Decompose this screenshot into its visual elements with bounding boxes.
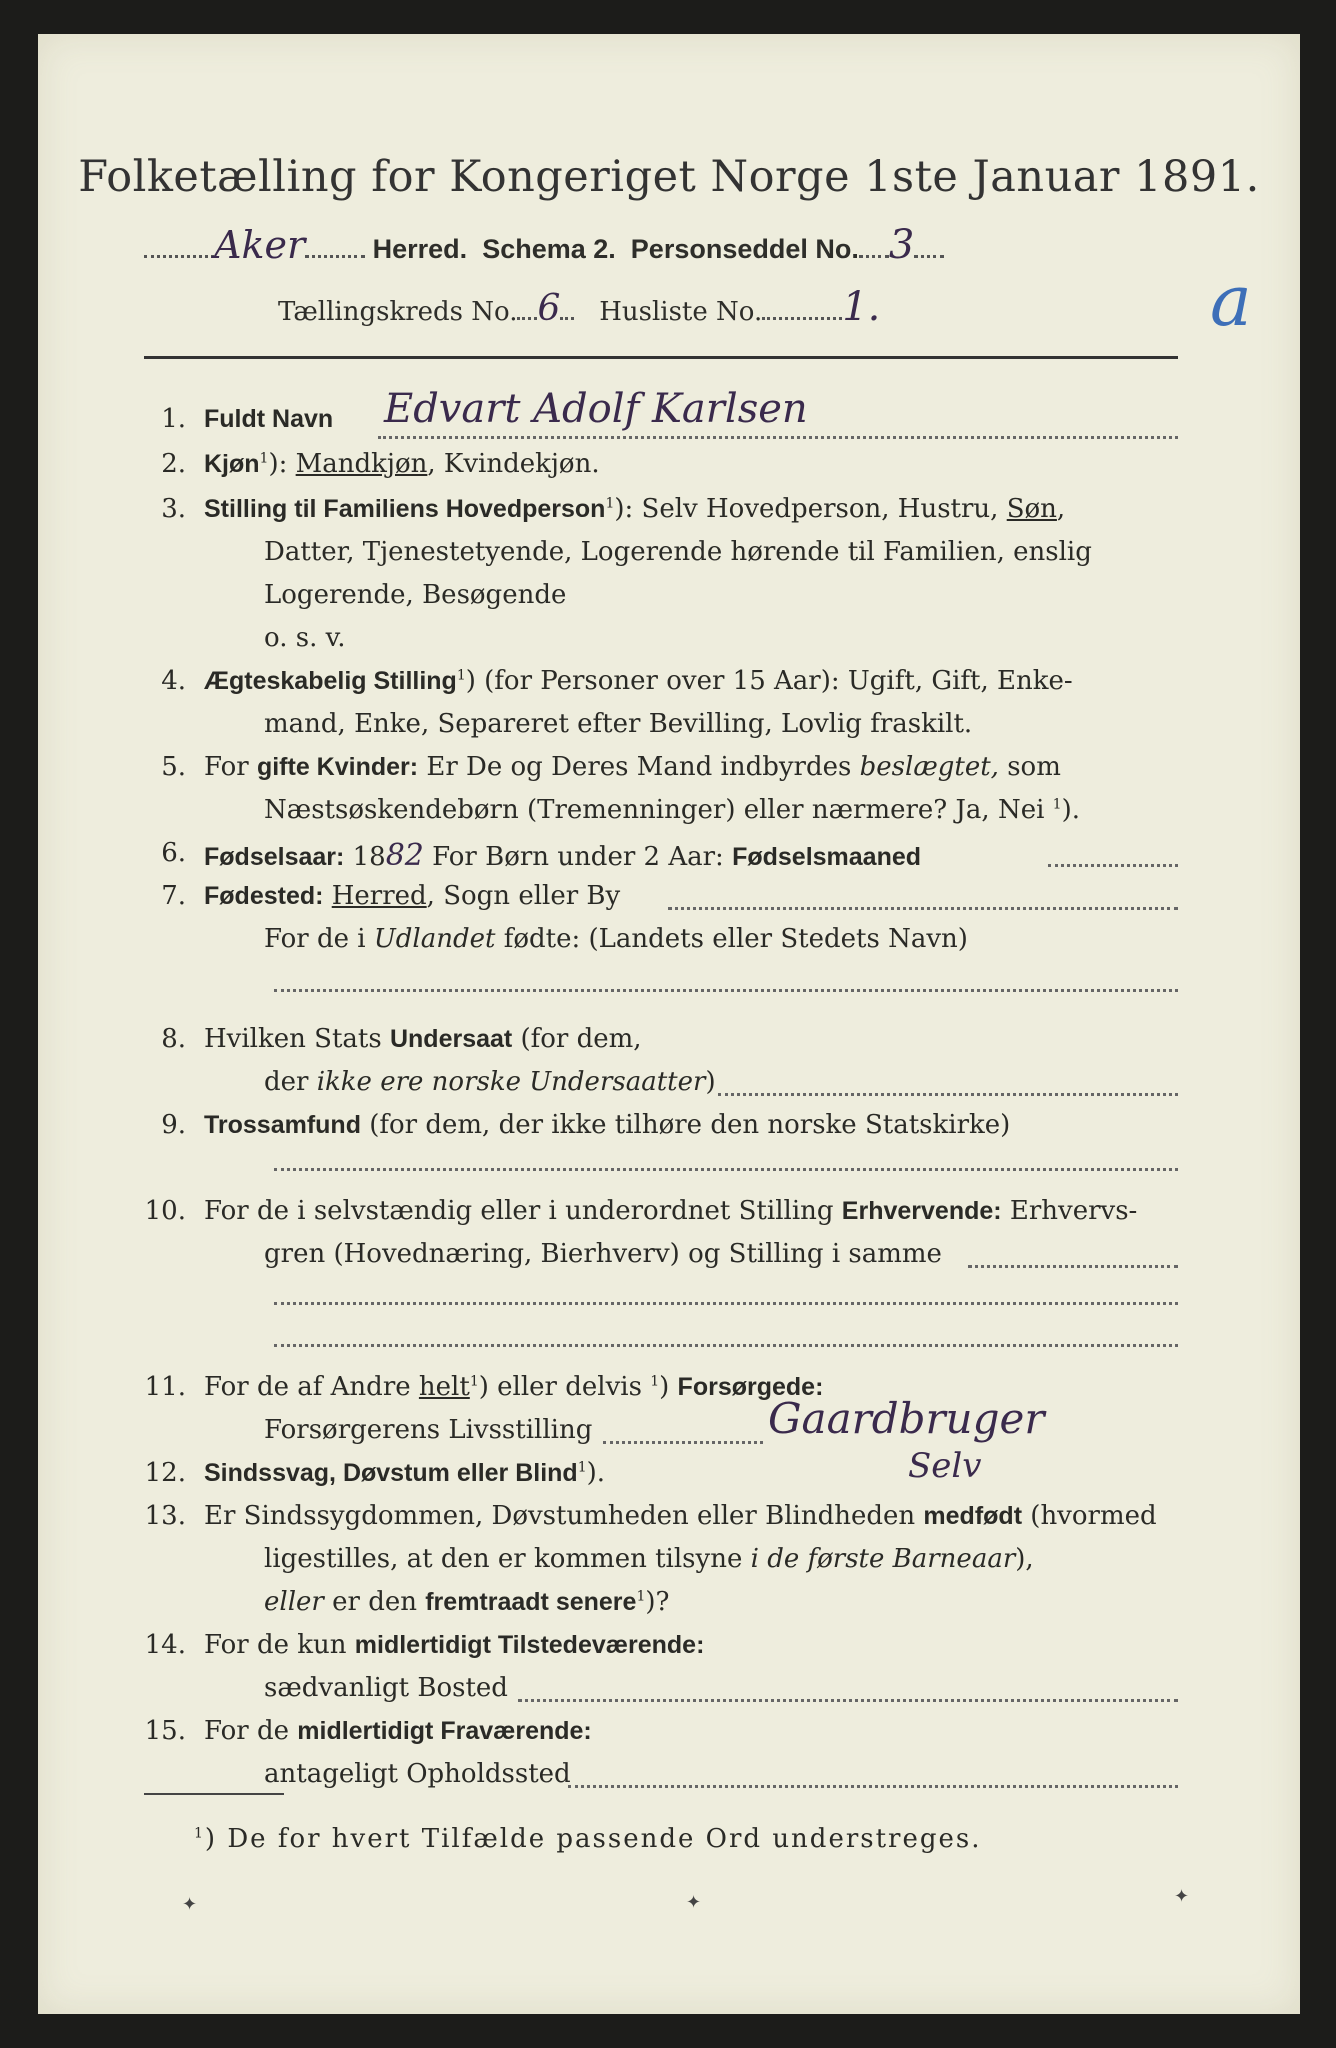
field-13-text-b: (hvormed	[1022, 1501, 1157, 1531]
field-15-line2-text: antageligt Opholdssted	[264, 1759, 571, 1789]
field-11-value: Gaardbruger	[768, 1394, 1045, 1443]
field-10-label: Erhvervende:	[841, 1197, 1002, 1225]
field-10-fill	[968, 1265, 1178, 1268]
field-13-line3-i: eller	[264, 1587, 324, 1617]
field-5-num: 5.	[161, 752, 186, 782]
husliste-value: 1.	[842, 284, 881, 330]
field-14-label: midlertidigt Tilstedeværende:	[354, 1631, 705, 1659]
field-7-label: Fødested:	[204, 882, 324, 910]
field-5-line2-text: Næstsøskendebørn (Tremenninger) eller nærmere? Ja, Nei	[264, 795, 1053, 825]
field-7-fill-2	[274, 989, 1178, 992]
field-8-text-a: Hvilken Stats	[204, 1024, 390, 1054]
sup-mark: 1	[259, 450, 269, 467]
field-15-fill	[568, 1785, 1178, 1788]
field-1-fill	[378, 436, 1178, 439]
field-3-text-a: ): Selv Hovedperson, Hustru,	[614, 494, 1007, 524]
field-12-text-a: ).	[586, 1458, 606, 1488]
field-13-line2-i: i de første Barneaar	[750, 1544, 1016, 1574]
field-3-text-b: ,	[1056, 494, 1066, 524]
field-13-label3: fremtraadt senere	[425, 1588, 637, 1616]
field-5-text-b: Er De og Deres Mand indbyrdes	[418, 752, 860, 782]
sup-mark: 1	[469, 1373, 479, 1390]
personseddel-value: 3	[888, 222, 915, 268]
footnote-rule	[144, 1793, 284, 1795]
field-10-fill-3	[274, 1344, 1178, 1347]
field-10-line2-text: gren (Hovednæring, Bierhverv) og Stilling i samme	[264, 1239, 942, 1269]
field-14-text-a: For de kun	[204, 1630, 355, 1660]
field-6-num: 6.	[161, 838, 186, 868]
field-9-num: 9.	[161, 1110, 186, 1140]
field-2-text-b: , Kvindekjøn.	[427, 449, 600, 479]
field-11-text-b: ) eller delvis	[478, 1372, 651, 1402]
footnote-text: ) De for hvert Tilfælde passende Ord understreges.	[204, 1824, 982, 1854]
sup-mark: 1	[1052, 796, 1062, 813]
field-5-line2-end: ).	[1061, 795, 1081, 825]
husliste-label: Husliste No.	[599, 297, 763, 327]
sup-mark: 1	[577, 1459, 587, 1476]
personseddel-label: Personseddel No.	[630, 234, 859, 264]
field-8-line2-i: ikke ere norske Undersaatter	[316, 1067, 706, 1097]
field-2-opt-mandkjon: Mandkjøn	[295, 449, 428, 479]
field-4-line2-text: mand, Enke, Separeret efter Bevilling, Lovlig fraskilt.	[264, 709, 973, 739]
field-12-value: Selv	[908, 1446, 982, 1486]
field-4-text-a: ) (for Personer over 15 Aar): Ugift, Gift, Enke-	[465, 666, 1073, 696]
header-rule	[144, 356, 1178, 359]
field-9-label: Trossamfund	[204, 1111, 361, 1139]
field-13-line2-b: ),	[1015, 1544, 1034, 1574]
field-8-line2-b: )	[705, 1067, 716, 1097]
field-8-num: 8.	[161, 1024, 186, 1054]
schema-label: Schema 2.	[482, 234, 616, 264]
field-5-text-a: For	[204, 752, 257, 782]
field-2-text-a: ):	[268, 449, 296, 479]
herred-label: Herred.	[372, 234, 468, 264]
field-2-label: Kjøn	[204, 450, 260, 478]
field-6-fill	[1048, 864, 1178, 867]
field-11-text-c: )	[659, 1372, 678, 1402]
field-10-text-a: For de i selvstændig eller i underordnet Stilling	[204, 1196, 842, 1226]
sup-mark: 1	[456, 667, 466, 684]
field-1-value: Edvart Adolf Karlsen	[384, 386, 808, 432]
field-8-text-b: (for dem,	[512, 1024, 642, 1054]
field-1-label: Fuldt Navn	[204, 405, 334, 433]
field-4-label: Ægteskabelig Stilling	[204, 667, 457, 695]
field-12-num: 12.	[144, 1458, 186, 1488]
census-form-page	[38, 34, 1300, 2014]
field-4-num: 4.	[161, 666, 186, 696]
sup-mark: 1	[636, 1588, 646, 1605]
registration-mark-icon: ✦	[686, 1892, 702, 1913]
footnote-sup: 1	[194, 1825, 205, 1842]
field-7-line2-b: fødte: (Landets eller Stedets Navn)	[495, 924, 968, 954]
field-15-num: 15.	[144, 1716, 186, 1746]
field-13-num: 13.	[144, 1501, 186, 1531]
field-14-line2-text: sædvanligt Bosted	[264, 1673, 508, 1703]
margin-mark: a	[1210, 260, 1252, 342]
field-1-num: 1.	[161, 404, 186, 434]
field-5-label: gifte Kvinder:	[256, 753, 419, 781]
field-13-line3-a: er den	[323, 1587, 426, 1617]
field-11-text-a: For de af Andre	[204, 1372, 419, 1402]
field-13-line2-a: ligestilles, at den er kommen tilsyne	[264, 1544, 751, 1574]
field-8-fill	[718, 1093, 1178, 1096]
form-title: Folketælling for Kongeriget Norge 1ste Januar 1891.	[78, 152, 1260, 202]
field-11-opt-helt: helt	[418, 1372, 470, 1402]
field-12-label: Sindssvag, Døvstum eller Blind	[204, 1459, 578, 1487]
field-3-line3-text: Logerende, Besøgende	[264, 580, 567, 610]
kreds-line	[278, 284, 880, 330]
field-7-fill	[668, 907, 1178, 910]
field-7-text-a: , Sogn eller By	[426, 881, 621, 911]
field-3-opt-son: Søn	[1006, 494, 1057, 524]
sup-mark: 1	[605, 495, 615, 512]
field-6-text-b: For Børn under 2 Aar:	[423, 842, 733, 872]
field-3-num: 3.	[161, 494, 186, 524]
field-7-num: 7.	[161, 881, 186, 911]
field-13-text-a: Er Sindssygdommen, Døvstumheden eller Blindheden	[204, 1501, 924, 1531]
field-3-line2-text: Datter, Tjenestetyende, Logerende hørende til Familien, enslig	[264, 537, 1092, 567]
registration-mark-icon: ✦	[182, 1894, 198, 1915]
footnote	[194, 1824, 982, 1854]
kreds-value: 6	[537, 288, 561, 329]
field-11-num: 11.	[144, 1372, 186, 1402]
field-10-num: 10.	[144, 1196, 186, 1226]
field-10-text-b: Erhvervs-	[1001, 1196, 1138, 1226]
field-3-label: Stilling til Familiens Hovedperson	[204, 495, 606, 523]
field-6-label: Fødselsaar:	[204, 843, 345, 871]
field-9-text-a: (for dem, der ikke tilhøre den norske Statskirke)	[360, 1110, 1011, 1140]
field-7-opt-herred: Herred	[331, 881, 427, 911]
field-5-text-i: beslægtet,	[859, 752, 999, 782]
field-7-line2-i: Udlandet	[373, 924, 496, 954]
field-13-label: medfødt	[923, 1502, 1023, 1530]
field-11-label: Forsørgede:	[677, 1373, 824, 1401]
herred-line	[144, 222, 944, 268]
field-6-label2: Fødselsmaaned	[732, 843, 922, 871]
field-14-num: 14.	[144, 1630, 186, 1660]
field-11-line2-text: Forsørgerens Livsstilling	[264, 1415, 593, 1445]
field-8-label: Undersaat	[389, 1025, 513, 1053]
field-3-line4-text: o. s. v.	[264, 623, 346, 653]
field-6-year-value: 82	[385, 838, 424, 873]
field-15-label: midlertidigt Fraværende:	[297, 1717, 592, 1745]
field-7-line2-a: For de i	[264, 924, 374, 954]
sup-mark: 1	[650, 1373, 660, 1390]
field-11-fill	[603, 1441, 763, 1444]
field-9-fill	[274, 1168, 1178, 1171]
field-14-fill	[518, 1699, 1178, 1702]
field-15-text-a: For de	[204, 1716, 298, 1746]
field-10-fill-2	[274, 1302, 1178, 1305]
field-13-line3-b: )?	[645, 1587, 670, 1617]
kreds-label: Tællingskreds No.	[278, 297, 518, 327]
field-8-line2-a: der	[264, 1067, 317, 1097]
herred-value: Aker	[214, 223, 306, 267]
field-6-year-prefix: 18	[344, 842, 386, 872]
field-2-num: 2.	[161, 449, 186, 479]
registration-mark-icon: ✦	[1174, 1886, 1190, 1907]
field-5-text-c: som	[998, 752, 1061, 782]
